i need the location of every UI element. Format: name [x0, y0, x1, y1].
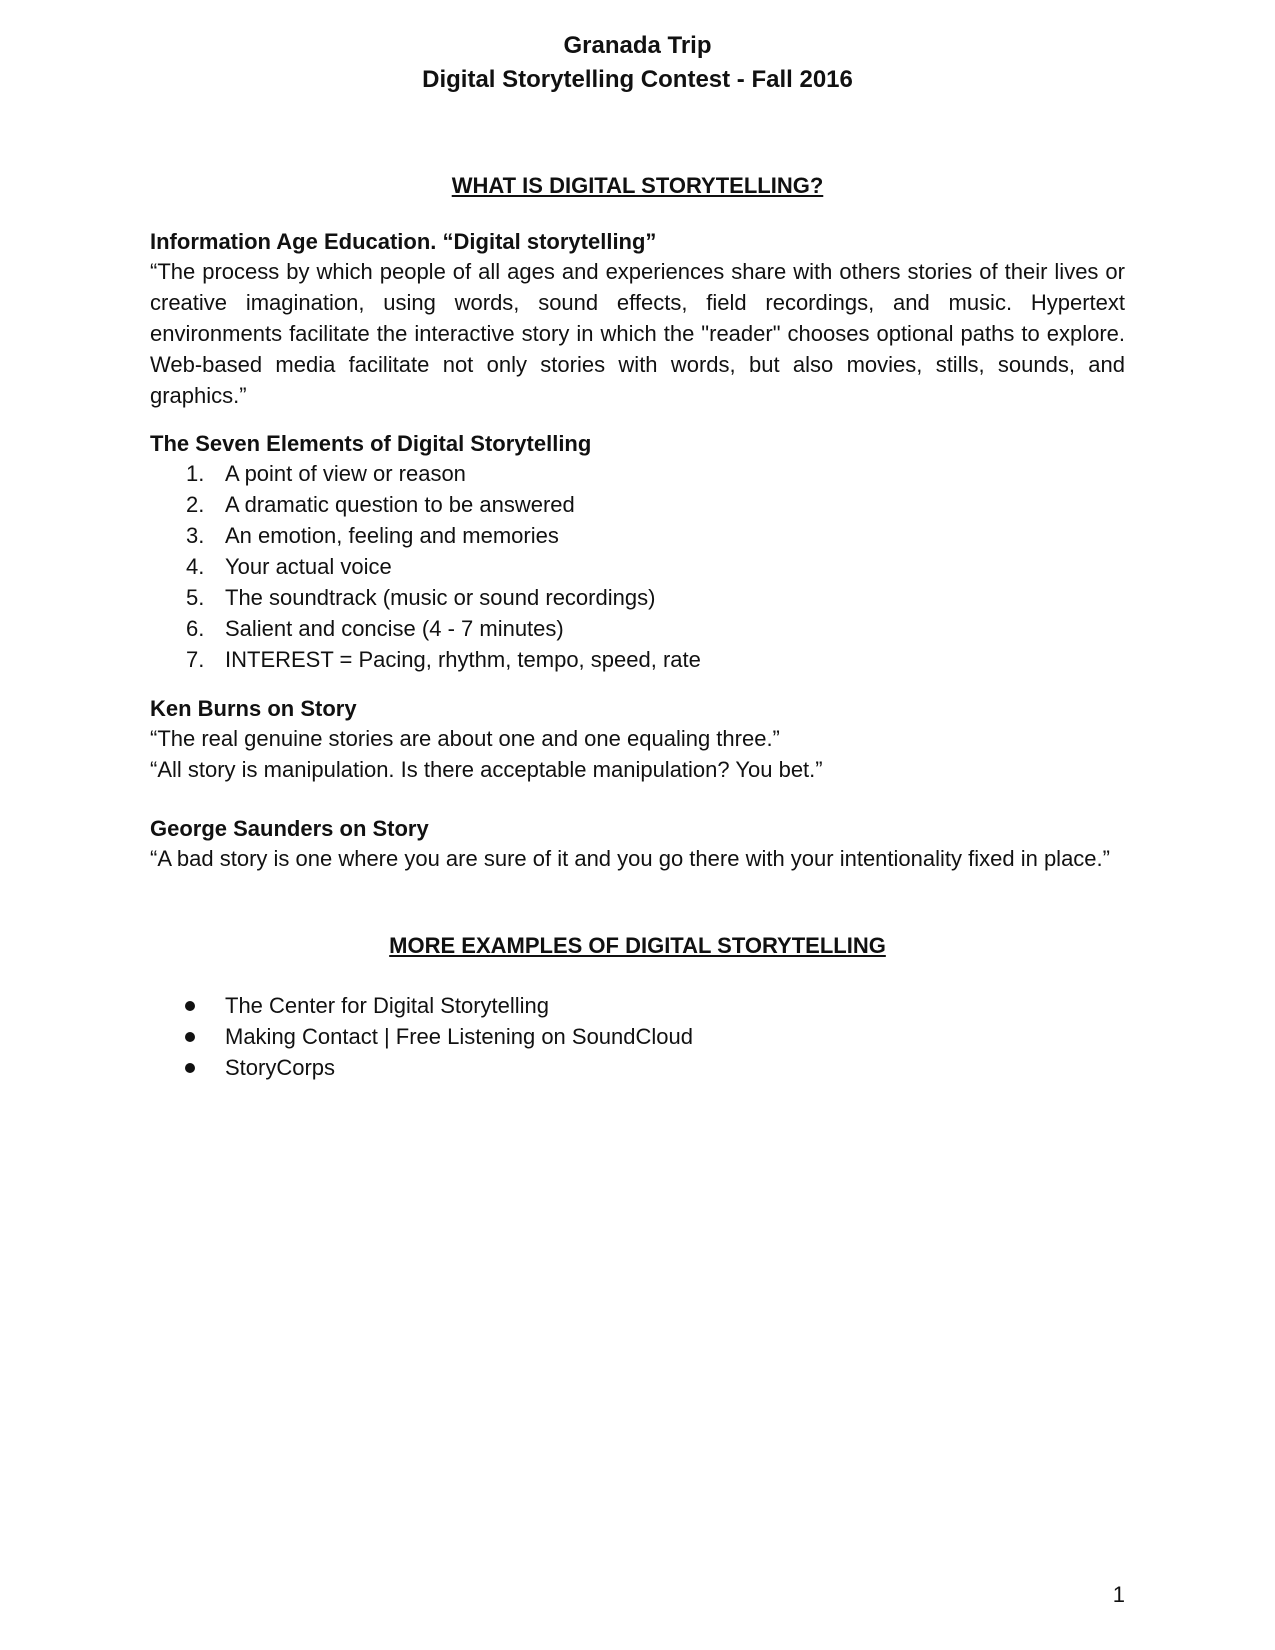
george-saunders-block [150, 815, 1125, 874]
list-item [150, 520, 1125, 551]
list-item [150, 458, 1125, 489]
ken-burns-heading: Ken Burns on Story [150, 696, 357, 721]
examples-block [150, 990, 1125, 1083]
list-item [150, 489, 1125, 520]
list-item-number: 4. [186, 554, 205, 579]
list-item-number: 5. [186, 585, 205, 610]
list-item [150, 644, 1125, 675]
list-item [150, 990, 1125, 1021]
section-heading-what-is: WHAT IS DIGITAL STORYTELLING? [451, 173, 824, 198]
list-item-text: An emotion, feeling and memories [225, 523, 559, 548]
ken-burns-quote-2: “All story is manipulation. Is there acceptable manipulation? You bet.” [150, 757, 823, 782]
list-item [150, 1052, 1125, 1083]
list-item-text: Salient and concise (4 - 7 minutes) [225, 616, 564, 641]
examples-list [150, 990, 1125, 1083]
elements-heading: The Seven Elements of Digital Storytelling [150, 431, 592, 456]
george-saunders-heading: George Saunders on Story [150, 816, 429, 841]
definition-block [150, 228, 1125, 411]
list-item-number: 1. [186, 461, 205, 486]
list-item-number: 3. [186, 523, 205, 548]
list-item-text: A dramatic question to be answered [225, 492, 575, 517]
list-item-text: INTEREST = Pacing, rhythm, tempo, speed, rate [225, 647, 701, 672]
elements-block [150, 430, 1125, 675]
example-link-making-contact[interactable]: Making Contact | Free Listening on SoundCloud [225, 1024, 693, 1049]
ken-burns-block [150, 695, 1125, 785]
list-item-text: Your actual voice [225, 554, 392, 579]
ken-burns-quote-1: “The real genuine stories are about one and one equaling three.” [150, 726, 780, 751]
list-item-text: A point of view or reason [225, 461, 466, 486]
list-item-number: 2. [186, 492, 205, 517]
elements-list [150, 458, 1125, 675]
page-number: 1 [1112, 1582, 1125, 1607]
document-title-line1: Granada Trip [563, 32, 712, 59]
list-item [150, 582, 1125, 613]
section-heading-more-examples: MORE EXAMPLES OF DIGITAL STORYTELLING [389, 933, 886, 958]
document-title-line2: Digital Storytelling Contest - Fall 2016 [422, 66, 853, 93]
definition-heading: Information Age Education. “Digital storytelling” [150, 229, 657, 254]
list-item [150, 1021, 1125, 1052]
example-link-storycorps[interactable]: StoryCorps [225, 1055, 336, 1080]
list-item-number: 7. [186, 647, 205, 672]
george-saunders-quote: “A bad story is one where you are sure of it and you go there with your intentionality fixed in place.” [150, 846, 1110, 871]
definition-text: “The process by which people of all ages and experiences share with others stories of their lives or creative imagination, using words, sound effects, field recordings, and music. Hypertext environments facilitate the interactive story in which the "reader" chooses optional paths to explore. Web-based media facilitate not only stories with words, but also movies, stills, sounds, and graphics.” [150, 259, 1125, 408]
bullet-icon [185, 1001, 195, 1011]
example-link-center-digital-storytelling[interactable]: The Center for Digital Storytelling [225, 993, 550, 1018]
list-item-number: 6. [186, 616, 205, 641]
list-item-text: The soundtrack (music or sound recordings) [225, 585, 656, 610]
list-item [150, 551, 1125, 582]
bullet-icon [185, 1063, 195, 1073]
bullet-icon [185, 1032, 195, 1042]
list-item [150, 613, 1125, 644]
